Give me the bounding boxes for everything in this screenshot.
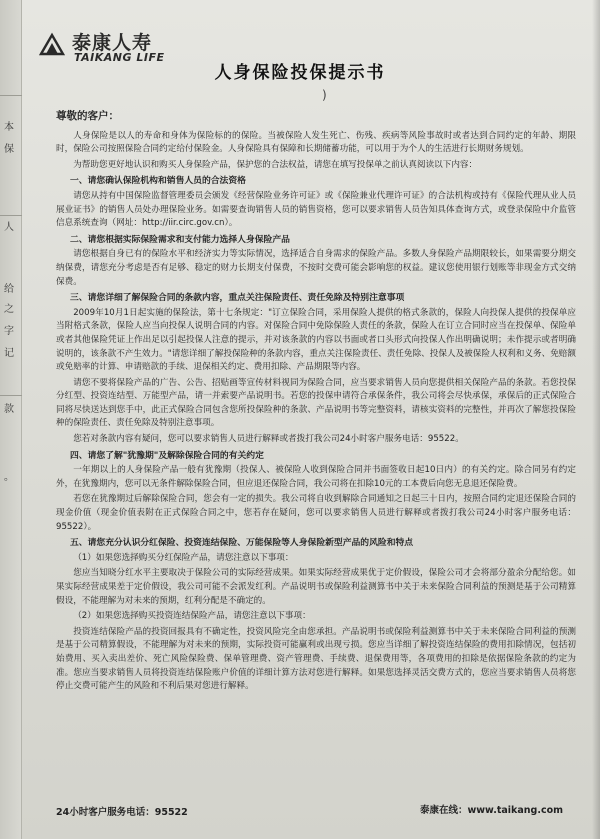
binding-mark: 给: [4, 284, 14, 295]
brand-name-cn: 泰康人寿: [72, 32, 153, 54]
binding-mark: 记: [4, 348, 14, 359]
intro-paragraph: 人身保险是以人的寿命和身体为保险标的的保险。当被保险人发生死亡、伤残、疾病等风险事故时或者达到合同约定的年龄、期限时，保险公司按照保险合同约定给付保险金。人身保险具有保障和长期储蓄功能，可以用于为个人的生活进行长期财务规划。: [56, 130, 576, 155]
page-edge-shadow: [592, 0, 600, 839]
brand-name-en: TAIKANG LIFE: [74, 51, 165, 64]
section-paragraph: 若您在犹豫期过后解除保险合同，您会有一定的损失。我公司将自收到解除合同通知之日起三十日内，按照合同约定退还保险合同的现金价值（现金价值表附在正式保险合同之中，您若存在疑问，您可以要求销售人员进行解释或者拨打我公司24小时客户服务电话：95522）。: [56, 494, 576, 532]
section-heading: 一、请您确认保险机构和销售人员的合法资格: [70, 176, 246, 187]
section-paragraph: 请您根据自身已有的保险水平和经济实力等实际情况，选择适合自身需求的保险产品。多数人身保险产品期限较长，如果需要分期交纳保费，请您充分考虑是否有足够、稳定的财力长期支付保费，不按时交费可能会影响您的权益。建议您使用银行划账等非现金方式交纳保费。: [56, 249, 576, 287]
document-body: [56, 110, 576, 696]
website-footer[interactable]: 泰康在线：www.taikang.com: [420, 805, 563, 816]
binding-mark: 款: [4, 404, 14, 415]
intro-paragraph: 为帮助您更好地认识和购买人身保险产品，保护您的合法权益，请您在填写投保单之前认真阅读以下内容：: [73, 159, 478, 170]
section-paragraph: 投资连结保险产品的投资回报具有不确定性，投资风险完全由您承担。产品说明书或保险利益测算书中关于未来保险合同利益的预测是基于公司精算假设，不能理解为对未来的预期，实际投资可能赢利或出现亏损。您应当详细了解投资连结保险的费用扣除情况，包括初始费用、买入卖出差价、死亡风险保险费、保单管理费、资产管理费、手续费、退保费用等，各项费用的扣除是依据保险条款的约定为准。您应当要求销售人员将投资连结保险账户价值的详细计算方法对您进行解释。如果您选择灵活交费方式的，您应当要求销售人员将您停止交费可能产生的风险和不利后果对您进行解释。: [56, 626, 576, 692]
binding-mark: 人: [4, 222, 14, 233]
binding-mark: 。: [4, 472, 14, 483]
document-title: 人身保险投保提示书: [214, 63, 386, 83]
section-heading: 四、请您了解"犹豫期"及解除保险合同的有关约定: [70, 450, 264, 461]
binding-strip: [0, 0, 22, 839]
taikang-logo-icon: [38, 32, 66, 58]
binding-line: [0, 215, 22, 216]
binding-line: [0, 395, 22, 396]
greeting: 尊敬的客户：: [56, 110, 119, 122]
hotline-footer: 24小时客户服务电话：95522: [56, 807, 188, 818]
section-paragraph: 一年期以上的人身保险产品一般有犹豫期（投保人、被保险人收到保险合同并书面签收日起10日内）的有关约定。除合同另有约定外，在犹豫期内，您可以无条件解除保险合同，但应退还保险合同，我公司将在扣除10元的工本费后向您无息退还保险费。: [56, 465, 576, 489]
section-heading: 二、请您根据实际保险需求和支付能力选择人身保险产品: [70, 234, 290, 245]
binding-mark: 本: [4, 122, 14, 133]
handwritten-mark: ): [322, 88, 327, 102]
binding-mark: 之: [4, 304, 14, 315]
section-paragraph: （1）如果您选择购买分红保险产品，请您注意以下事项：: [73, 552, 294, 563]
section-paragraph: 2009年10月1日起实施的保险法，第十七条规定："订立保险合同，采用保险人提供的格式条款的，保险人向投保人提供的投保单应当附格式条款，保险人应当向投保人说明合同的内容。对保险合同中免除保险人责任的条款，保险人在订立合同时应当在投保单、保险单或者其他保险凭证上作出足以引起投保人注意的提示，并对该条款的内容以书面或者口头形式向投保人作出明确说明；未作提示或者明确说明的，该条款不产生效力。"请您详细了解投保险种的条款内容，重点关注保险责任、责任免除、投保人及被保险人权利和义务、免赔额或免赔率的计算、申请赔款的手续、退保相关约定、费用扣除、产品期限等内容。: [56, 307, 576, 373]
binding-line: [0, 95, 22, 96]
section-heading: 五、请您充分认识分红保险、投资连结保险、万能保险等人身保险新型产品的风险和特点: [70, 538, 414, 549]
section-paragraph: （2）如果您选择购买投资连结保险产品，请您注意以下事项：: [73, 611, 311, 622]
binding-mark: 保: [4, 144, 14, 155]
section-paragraph: 请您不要将保险产品的广告、公告、招贴画等宣传材料视同为保险合同，应当要求销售人员向您提供相关保险产品的条款。若您投保分红型、投资连结型、万能型产品，请一并索要产品说明书。若您的投保申请符合承保条件，我公司将会尽快承保，承保后的正式保险合同将尽快送达到您手中，此正式保险合同包含您所投保险种的条款、产品说明书等完整资料，请核实资料的完整性，并再次了解您投保险种的保险责任、责任免除及特别注意事项。: [56, 377, 576, 429]
section-heading: 三、请您详细了解保险合同的条款内容，重点关注保险责任、责任免除及特别注意事项: [70, 293, 405, 304]
section-paragraph: 您应当知晓分红水平主要取决于保险公司的实际经营成果。如果实际经营成果优于定价假设，保险公司才会将部分盈余分配给您。如果实际经营成果差于定价假设，我公司可能不会派发红利。产品说明书或保险利益测算书中关于未来保险合同利益的预测是基于公司精算假设，不能理解为对未来的预期，红利分配是不确定的。: [56, 568, 576, 606]
section-paragraph: 您若对条款内容有疑问，您可以要求销售人员进行解释或者拨打我公司24小时客户服务电话：95522。: [73, 434, 464, 445]
section-paragraph: 请您从持有中国保险监督管理委员会颁发《经营保险业务许可证》或《保险兼业代理许可证》的合法机构或持有《保险代理从业人员展业证书》的销售人员处办理保险业务。如需要查询销售人员的销售资格，您可以要求销售人员告知具体查询方式，或登录保险中介监管信息系统查询（网址：http://iir.circ.gov.cn）。: [56, 190, 576, 229]
binding-mark: 字: [4, 326, 14, 337]
